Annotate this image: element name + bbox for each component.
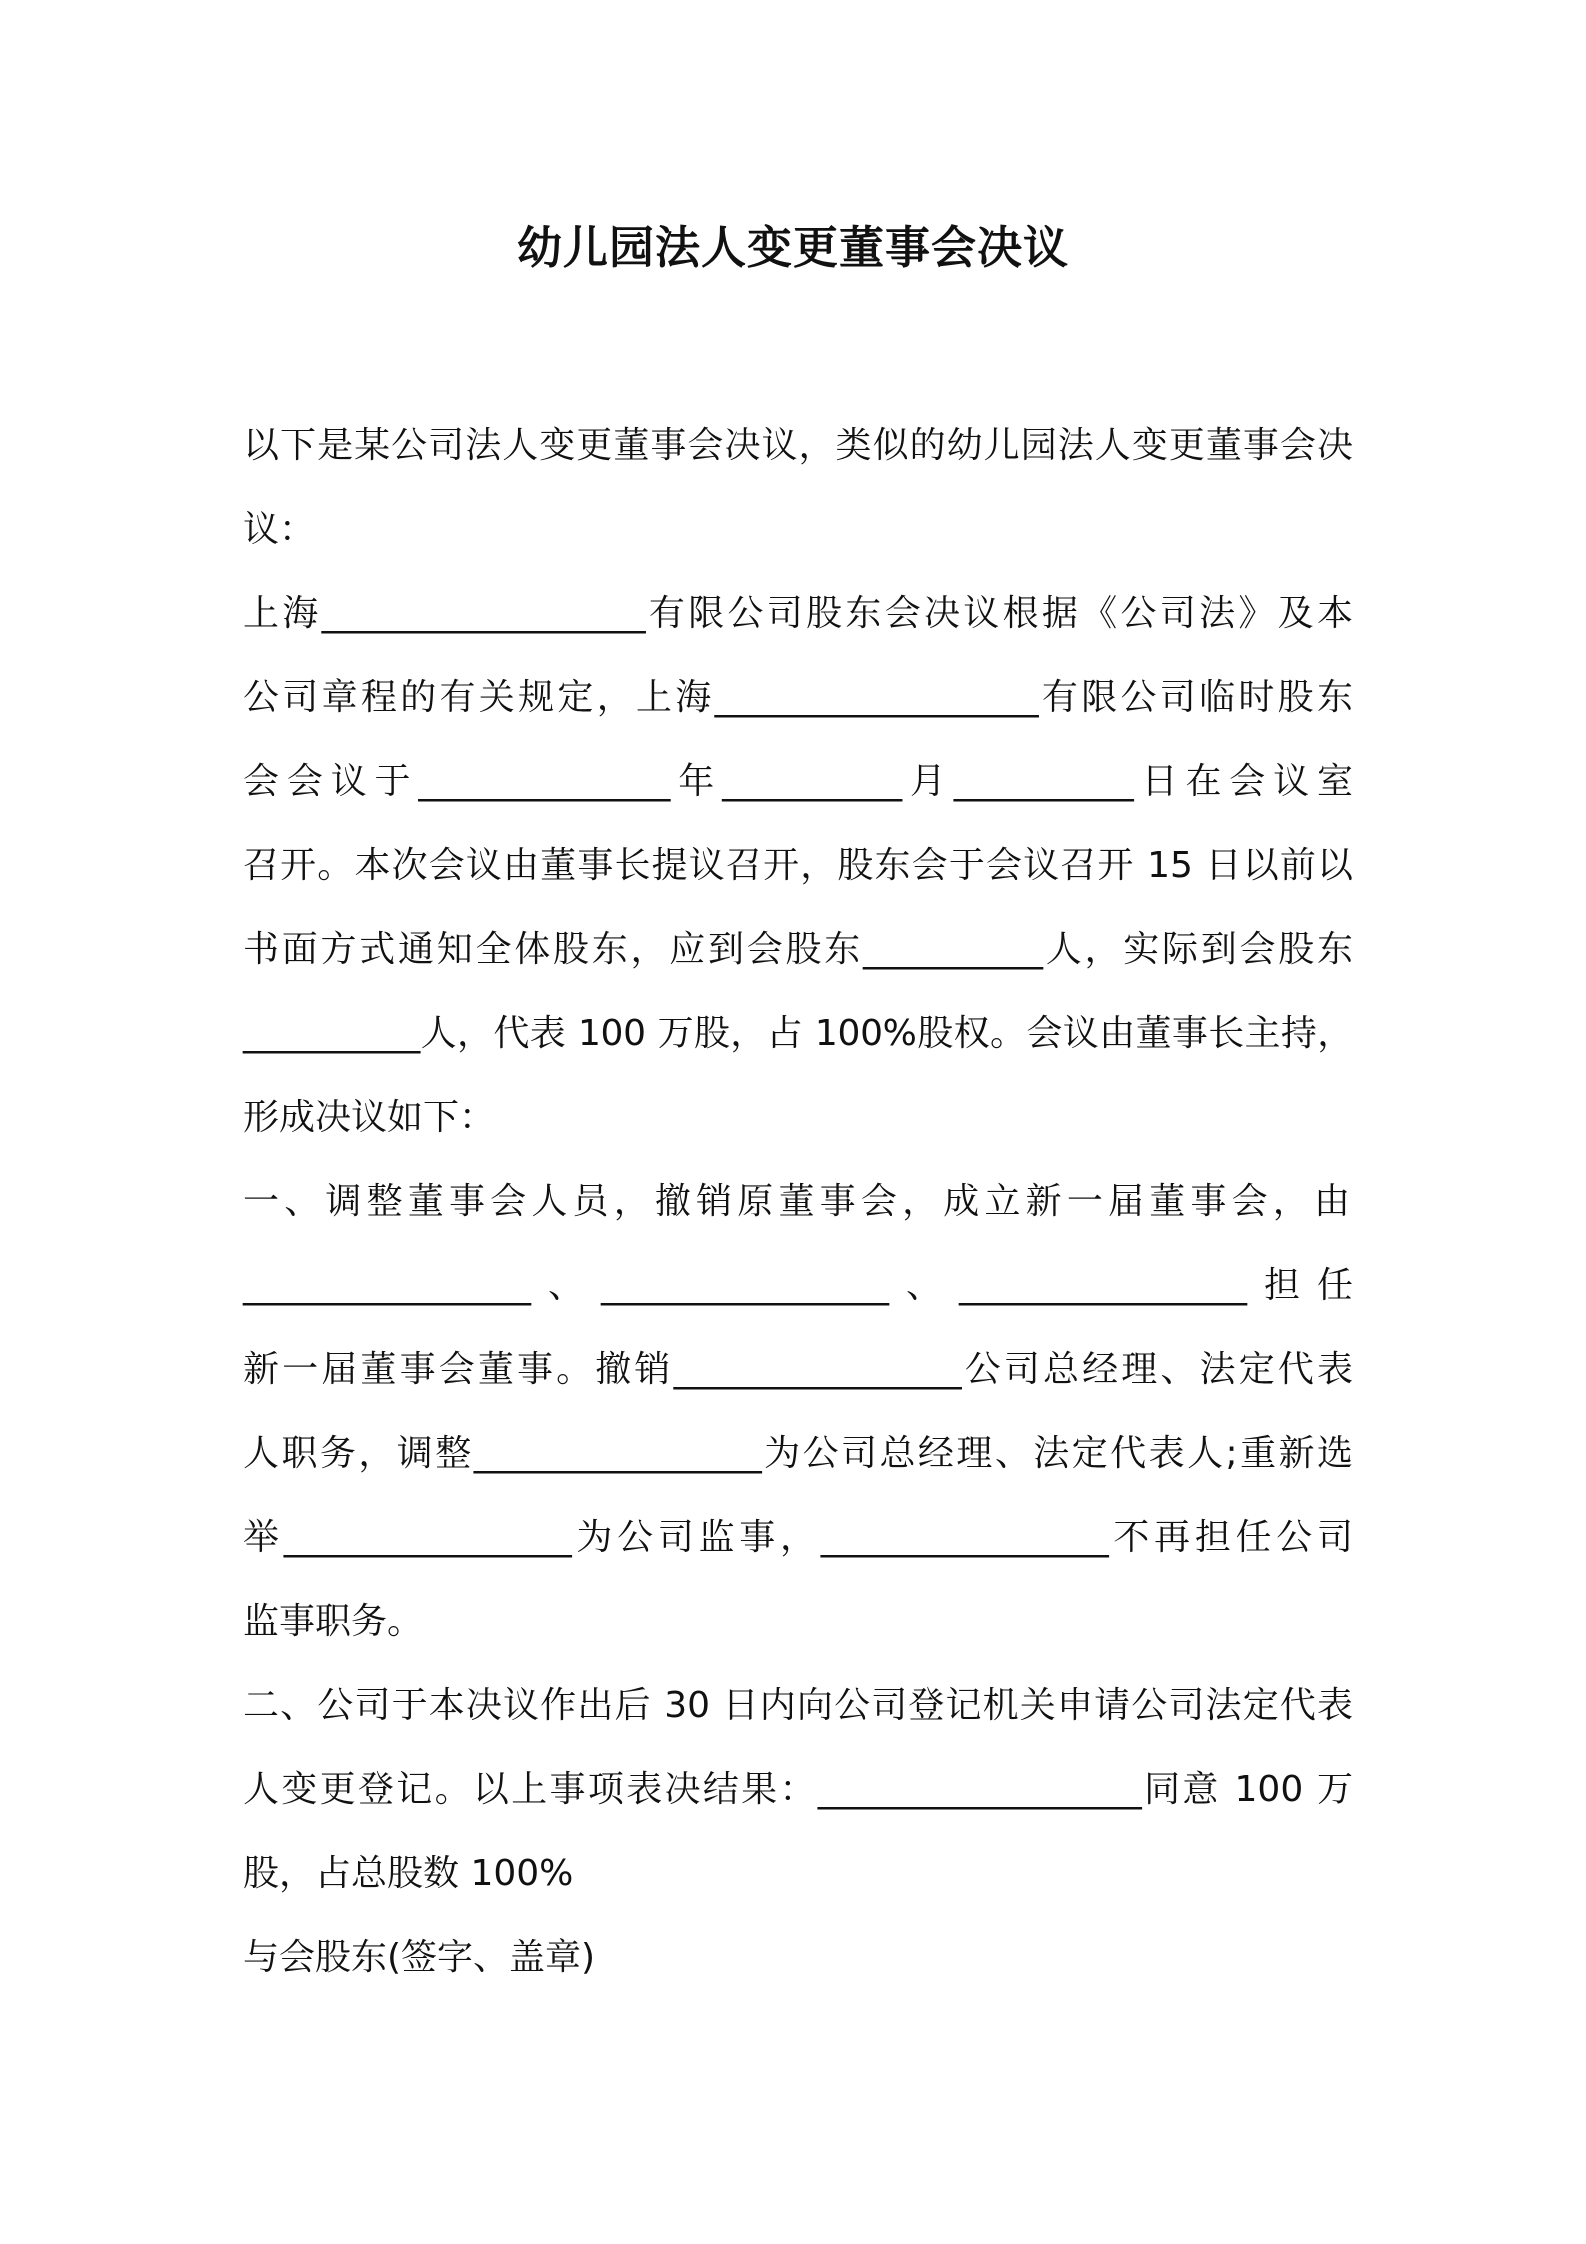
paragraph-line: 二、公司于本决议作出后 30 日内向公司登记机关申请公司法定代表: [243, 1685, 1353, 1726]
paragraph-line: 书面方式通知全体股东，应到会股东__________人，实际到会股东: [243, 929, 1353, 970]
paragraph-line: 形成决议如下：: [243, 1097, 496, 1138]
paragraph-line: __________人，代表 100 万股，占 100%股权。会议由董事长主持，: [243, 1013, 1353, 1054]
signature-line: 与会股东(签字、盖章): [243, 1937, 596, 1978]
paragraph-line: 监事职务。: [243, 1601, 424, 1642]
paragraph-line: 上海__________________有限公司股东会决议根据《公司法》及本: [243, 593, 1353, 634]
document-body: [243, 404, 1353, 2000]
paragraph-line: 股，占总股数 100%: [243, 1853, 574, 1894]
paragraph-line: 召开。本次会议由董事长提议召开，股东会于会议召开 15 日以前以: [243, 845, 1353, 886]
paragraph-line: 一、调整董事会人员，撤销原董事会，成立新一届董事会，由: [243, 1181, 1353, 1222]
paragraph-line: 以下是某公司法人变更董事会决议，类似的幼儿园法人变更董事会决: [243, 425, 1353, 466]
paragraph-line: 人变更登记。以上事项表决结果：__________________同意 100 万: [243, 1769, 1353, 1810]
paragraph-line: 人职务，调整________________为公司总经理、法定代表人;重新选: [243, 1433, 1353, 1474]
paragraph-line: 新一届董事会董事。撤销________________公司总经理、法定代表: [243, 1349, 1353, 1390]
paragraph-line: 举________________为公司监事，________________不再担任公司: [243, 1517, 1353, 1558]
paragraph-line: 公司章程的有关规定，上海__________________有限公司临时股东: [243, 677, 1353, 718]
document-title: 幼儿园法人变更董事会决议: [516, 221, 1069, 274]
paragraph-line: ________________、________________、________________担任: [243, 1265, 1353, 1306]
paragraph-line: 议：: [243, 509, 316, 550]
paragraph-line: 会会议于______________年__________月__________日在会议室: [243, 761, 1353, 802]
